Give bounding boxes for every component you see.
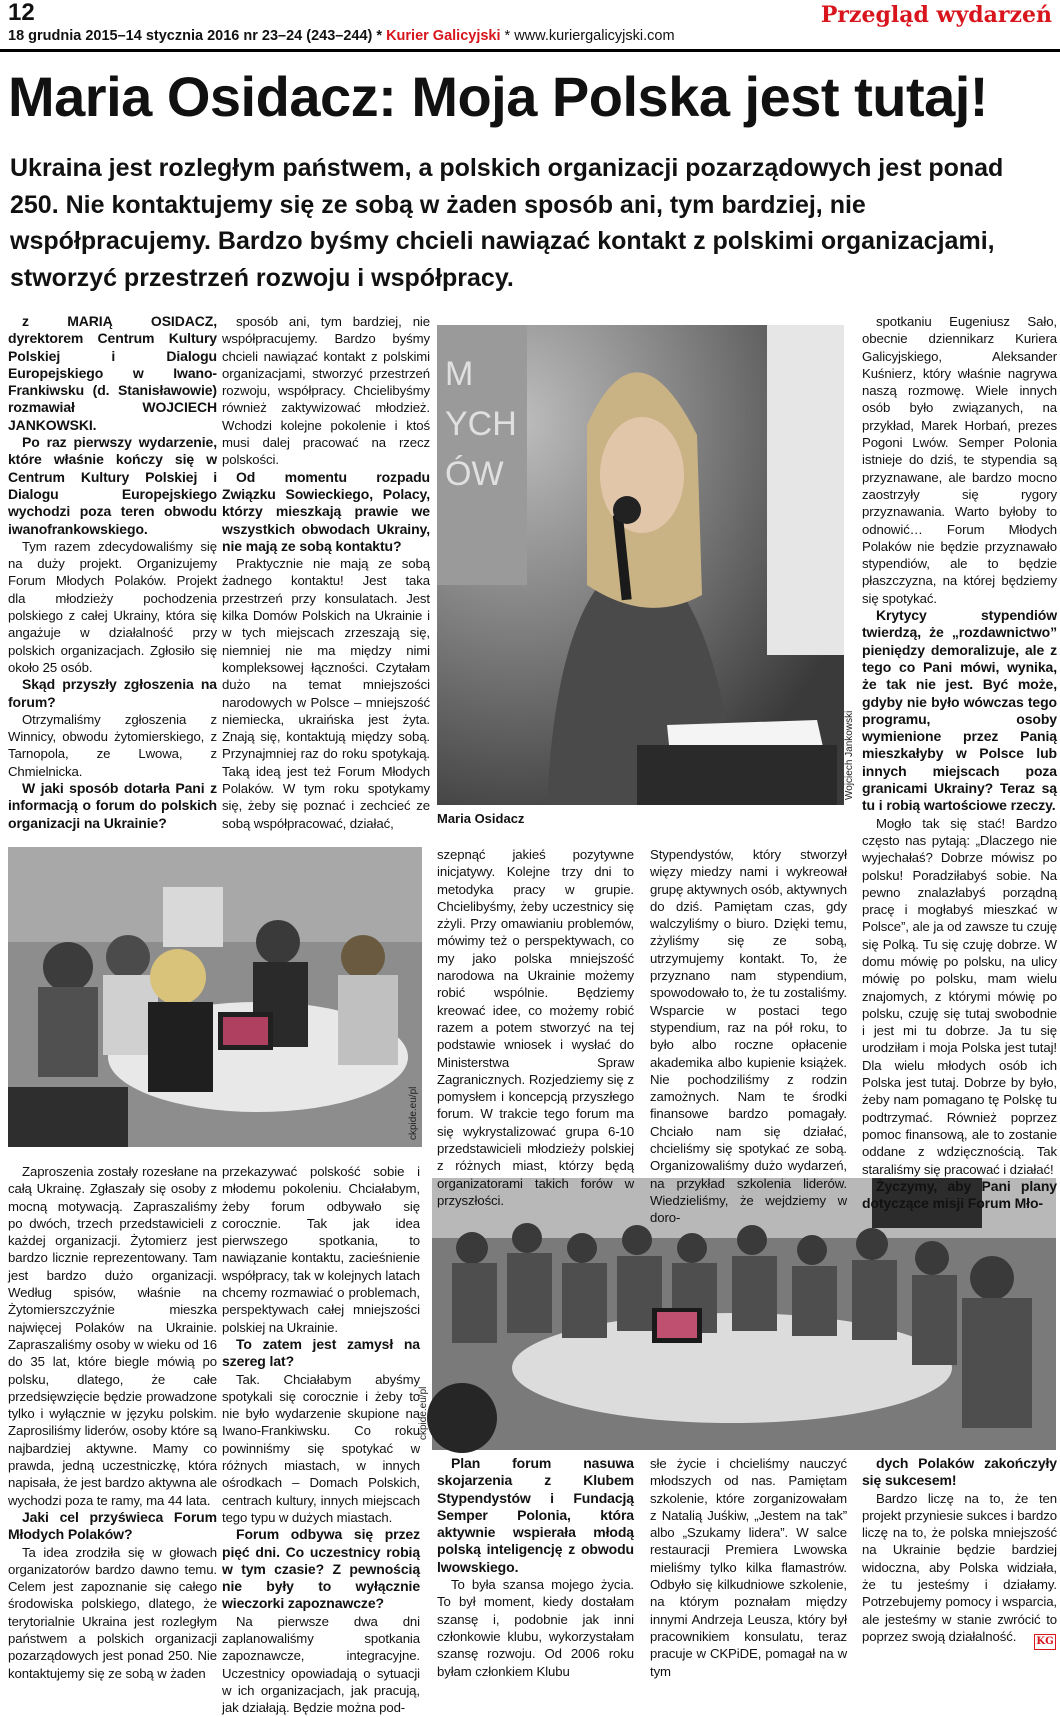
page-number: 12 [8, 0, 35, 26]
group-photo-1 [8, 847, 422, 1147]
paragraph: szepnąć jakieś pozytywne inicjatywy. Kolejne trzy dni to metodyka pracy w grupie. Chcielibyśmy, żeby uczestnicy się zżyli. Przy omawianiu problemów, mówimy też o perspektywach, co my jako polska mniejszość narodowa na Ukrainie możemy robić wspólnie. Będziemy kreować idee, co możemy robić razem a potem stworzyć na tej podstawie wniosek i wysłać do Ministerstwa Spraw Zagranicznych. Rozjedziemy się z pomysłem i koncepcją przyszłego forum. W trakcie tego forum ma się wykrystalizować grupa 6-10 przedstawicieli młodzieży polskiej z różnych miast, którzy będą organizatorami takich forów w przyszłości. [437, 847, 634, 1208]
paragraph: To była szansa mojego życia. To był moment, kiedy dostałam szansę i, podobnie jak inni członkowie klubu, wykorzystałam szansę rozwoju. Od 2006 roku byłam członkiem Klubu [437, 1577, 634, 1679]
paragraph: Zaproszenia zostały rozesłane na całą Ukrainę. Zgłaszały się osoby z mocną motywacją. Zapraszaliśmy po dwóch, trzech przedstawicieli z każdej organizacji. Żytomierz jest bardzo licznie reprezentowany. Tam jest bardzo dużo organizacji. Według spisów, właśnie na Żytomierszczyźnie mieszka najwięcej Polaków na Ukrainie. Zapraszaliśmy osoby w wieku od 16 do 35 lat, które biegle mówią po polsku, dlatego, że całe przedsięwzięcie będzie prowadzone tylko i wyłącznie w języku polskim. Zaprosiliśmy liderów, osoby które są najbardziej aktywne. Mamy co prawda, jedną uczestniczkę, która napisała, że jest bardzo aktywna ale wychodzi poza te ramy, ma 44 lata. [8, 1164, 217, 1508]
group-photo-1-credit: ckpide.eu/pl [408, 1086, 419, 1140]
column-5-top [862, 313, 1057, 1212]
question: Plan forum nasuwa skojarzenia z Klubem Stypendystów i Fundacją Semper Polonia, która aktywnie wspierała młodą polską inteligencję z obwodu lwowskiego. [437, 1455, 634, 1575]
column-4-bottom [650, 1455, 847, 1679]
paragraph: Otrzymaliśmy zgłoszenia z Winnicy, obwodu żytomierskiego, z Tarnopola, ze Lwowa, z Chmielnicka. [8, 711, 217, 779]
paragraph: Tak. Chciałabym abyśmy spotykali się corocznie i żeby to nie było wydarzenie skupione na Iwano-Frankiwsku. Co roku powinniśmy się spotykać w różnych miastach, w innych ośrodkach – Domach Polskich, centrach kultury, innych miejscach tego typu w dużych miastach. [222, 1371, 420, 1525]
column-2-bottom [222, 1163, 420, 1716]
question: dych Polaków zakończyły się sukcesem! [862, 1455, 1057, 1489]
svg-text:ÓW: ÓW [445, 455, 504, 493]
paragraph: sposób ani, tym bardziej, nie współpracujemy. Bardzo byśmy chcieli nawiązać kontakt z polskimi organizacjami, stworzyć przestrzeń rozwoju, współpracy. Chcielibyśmy również zaktywizować młodzież. Wchodzi kolejne pokolenie i ktoś musi dalej pracować na rzecz polskości. [222, 314, 430, 468]
kg-logo: KG [1034, 1634, 1056, 1650]
dateline [8, 28, 675, 44]
website: * www.kuriergalicyjski.com [500, 28, 675, 44]
paragraph: spotkaniu Eugeniusz Sało, obecnie dziennikarz Kuriera Galicyjskiego, Aleksander Kuśnierz, który właśnie nagrywa naszą rozmowę. Wiele innych osób było związanych, na przykład, Marek Horbań, prezes Pogoni Lwów. Semper Polonia istnieje do dziś, te stypendia są przyznawane, ale bardzo mocno zaostrzyły się rygory przyznawania. Warto byłoby to odnowić… Forum Młodych Polaków nie będzie przyznawało stypendiów, ale to będzie płaszczyzna, na której będziemy się spotykać. [862, 314, 1057, 606]
column-3-bottom [437, 1455, 634, 1679]
column-2-top [222, 313, 430, 843]
column-1-top [8, 313, 217, 843]
portrait-credit: Wojciech Jankowski [844, 710, 855, 800]
portrait-photo [437, 325, 844, 805]
brand-name: Kurier Galicyjski [386, 28, 501, 44]
paragraph: przekazywać polskość sobie i młodemu pokoleniu. Chciałabym, żeby forum odbywało się corocznie. Tak jak idea pierwszego spotkania, to nawiązanie kontaktu, zacieśnienie współpracy, tak w kolejnych latach chcemy rozmawiać o problemach, perspektywach całej mniejszości polskiej na Ukrainie. [222, 1164, 420, 1335]
column-4-mid [650, 846, 848, 1226]
question: Jaki cel przyświeca Forum Młodych Polaków? [8, 1508, 217, 1543]
question: Po raz pierwszy wydarzenie, które właśnie kończy się w Centrum Kultury Polskiej i Dialogu Europejskiego wychodzi poza teren obwodu iwanofrankowskiego. [8, 434, 217, 537]
portrait-illustration [437, 325, 844, 805]
header-rule [0, 49, 1060, 52]
question: Od momentu rozpadu Związku Sowieckiego, Polacy, którzy mieszkają prawie we wszystkich obwodach Ukrainy, nie mają ze sobą kontaktu? [222, 468, 430, 554]
question: W jaki sposób dotarła Pani z informacją o forum do polskich organizacji na Ukrainie? [8, 780, 217, 831]
paragraph: Tym razem zdecydowaliśmy się na duży projekt. Organizujemy Forum Młodych Polaków. Projekt dla młodzieży pochodzenia polskiego z całej Ukrainy, która się angażuje w działalność przy polskich organizacjach. Zgłosiło się około 25 osób. [8, 538, 217, 675]
question: z MARIĄ OSIDACZ, dyrektorem Centrum Kultury Polskiej i Dialogu Europejskiego w Iwano-Frankiwsku (d. Stanisławowie) rozmawiał WOJCIECH JANKOWSKI. [8, 313, 217, 433]
question: Krytycy stypendiów twierdzą, że „rozdawnictwo” pieniędzy demoralizuje, ale z tego co Pani mówi, wynika, że tak nie jest. Być może, gdyby nie było wówczas tego programu, osoby wymienione przez Panią mieszkałyby w Polsce lub innych miejscach poza granicami Ukrainy? Teraz są tu i robią wartościowe rzeczy. [862, 607, 1057, 814]
paragraph: Mogło tak się stać! Bardzo często nas pytają: „Dlaczego nie wyjechałaś? Dobrze mówisz po polsku! Poradziłabyś sobie. Na pewno znalazłabyś porządną pracę i mogłabyś mieszkać w Polsce”, ale ja od zawsze tu czuję się Polką. Tu się czuję dobrze. W domu mówię po polsku, na ulicy mówię po polsku, mam wielu znajomych, z którymi mówię po polsku, czuję się tutaj swobodnie i jest mi tu dobrze. Ja tu się urodziłam i moja Polska jest tutaj! Dla wielu młodych osób ich Polska jest tutaj. Dobrze by było, żeby nam pomagano tę Polskę tu podtrzymać. Również poprzez pomoc finansową, ale to zostanie oddane z wdzięcznością. Tak staraliśmy się pracować i działać! [862, 815, 1057, 1177]
issue-date: 18 grudnia 2015–14 stycznia 2016 nr 23–24 (243–244) * [8, 28, 387, 44]
paragraph: Stypendystów, który stworzył więzy miedzy nami i wykreował grupę aktywnych osób, aktywnych do dziś. Pamiętam czas, gdy walczyliśmy o biuro. Dzięki temu, zżyliśmy się ze sobą, utrzymujemy kontakt. To, że przyznano nam stypendium, spowodowało to, że tu zostaliśmy. Wsparcie w postaci tego stypendium, raz na pół roku, to było albo roczne opłacenie akademika albo kupienie książek. Nie pochodziliśmy z rodzin zamożnych. Nam te środki finansowe bardzo pomagały. Chciało nam się działać, chcieliśmy się spotykać ze sobą. Organizowaliśmy dużo wydarzeń, na przykład szkolenia liderów. Wiedzieliśmy, że wejdziemy w doro- [650, 847, 848, 1226]
question: Forum odbywa się przez pięć dni. Co uczestnicy robią w tym czasie? Z pewnością nie były to wyłącznie wieczorki zapoznawcze? [222, 1526, 420, 1612]
group-photo-2-credit: ckpide.eu/pl [418, 1386, 429, 1440]
question: Życzymy, aby Pani plany dotyczące misji Forum Mło- [862, 1177, 1057, 1212]
paragraph: Praktycznie nie mają ze sobą żadnego kontaktu! Jest taka przestrzeń przy konsulatach. Jest kilka Domów Polskich na Ukrainie i w tych miejscach zrzeszają się, niemniej nie ma między nimi kompleksowej łączności. Czytałam dużo na temat mniejszości narodowych w Polsce – mniejszość niemiecka, ukraińska jest żyta. Znają się, kontaktują między sobą. Przynajmniej raz do roku spotykają. Taką ideą jest też Forum Młodych Polaków. W tym roku spotykamy się, żeby się poznać i zechcieć ze sobą współpracować, działać, [222, 556, 430, 831]
headline: Maria Osidacz: Moja Polska jest tutaj! [8, 65, 988, 128]
group-photo-1-illustration [8, 847, 422, 1147]
column-1-bottom [8, 1163, 217, 1681]
svg-text:YCH: YCH [445, 405, 517, 443]
portrait-caption: Maria Osidacz [437, 811, 525, 826]
lede: Ukraina jest rozległym państwem, a polskich organizacji pozarządowych jest ponad 250. Nie kontaktujemy się ze sobą w żaden sposób ani, tym bardziej, nie współpracujemy. Bardzo byśmy chcieli nawiązać kontakt z polskimi organizacjami, stworzyć przestrzeń rozwoju i współpracy. [10, 154, 1004, 292]
section-title: Przegląd wydarzeń [820, 2, 1052, 28]
question: Skąd przyszły zgłoszenia na forum? [8, 676, 217, 710]
paragraph: Na pierwsze dwa dni zaplanowaliśmy spotkania zapoznawcze, integracyjne. Uczestnicy opowiadają o sytuacji w ich organizacjach, jak pracują, jak działają. Będzie można pod- [222, 1613, 420, 1716]
paragraph: słe życie i chcieliśmy nauczyć młodszych od nas. Pamiętam szkolenie, które zorganizowałam z Natalią Juśkiw, „Jestem na tak” albo „Szukamy lidera”. W salce restauracji Premiera Lwowska mieliśmy tylko kilka flamastrów. Odbyło się kilkudniowe szkolenie, na którym poznałam między innymi Andrzeja Leusza, który był pracownikiem konsulatu, teraz pracuje w CKPiDE, pomagał na w tym [650, 1456, 847, 1679]
question: To zatem jest zamysł na szereg lat? [222, 1335, 420, 1370]
column-3-mid [437, 846, 634, 1208]
paragraph: Bardzo liczę na to, że ten projekt przyniesie sukces i bardzo liczę na to, że polska mniejszość na Ukrainie będzie bardziej widoczna, aby Polska widziała, że tu jesteśmy i działamy. Potrzebujemy pomocy i wsparcia, ale jesteśmy w stanie zwrócić to poprzez swoją działalność. [862, 1490, 1057, 1644]
column-5-bottom [862, 1455, 1057, 1651]
paragraph: Ta idea zrodziła się w głowach organizatorów bardzo dawno temu. Celem jest zapoznanie się całego środowiska polskiego, dlatego, że terytorialnie Ukraina jest rozległym państwem a polskich organizacji pozarządowych jest ponad 250. Nie kontaktujemy się ze sobą w żaden [8, 1544, 217, 1681]
svg-text:M: M [445, 355, 474, 393]
